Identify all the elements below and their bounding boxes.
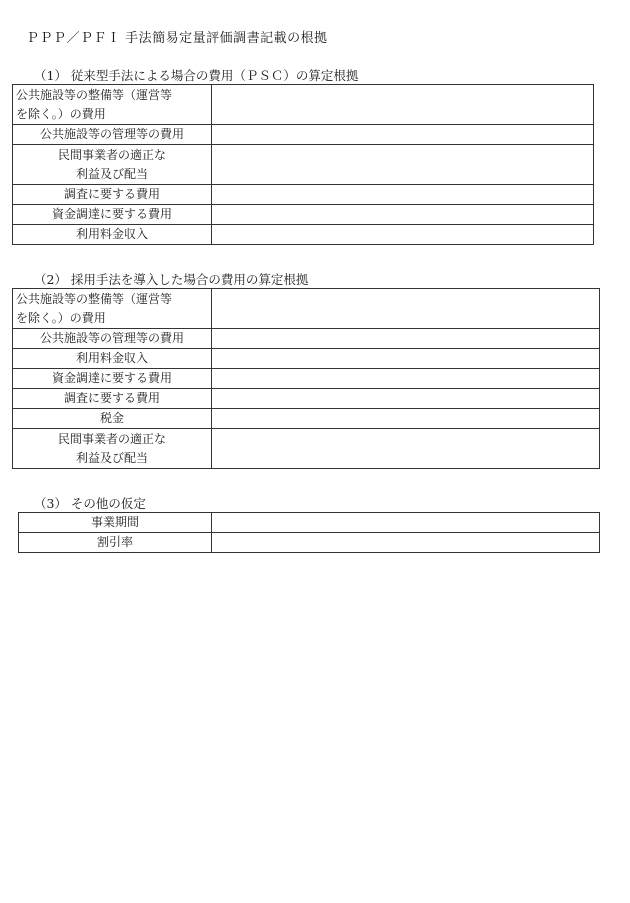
row-label: 公共施設等の整備等（運営等 を除く。）の費用 [13,289,212,329]
row-label: 民間事業者の適正な 利益及び配当 [13,145,212,185]
row-label: 調査に要する費用 [13,389,212,409]
row-label: 利用料金収入 [13,225,212,245]
table-row [13,289,600,329]
other-assumptions-table [18,512,600,553]
table-row [13,205,594,225]
row-value-cell[interactable] [212,349,600,369]
row-value-cell[interactable] [212,125,594,145]
row-label: 利用料金収入 [13,349,212,369]
table-row [13,429,600,469]
row-label: 税金 [13,409,212,429]
row-value-cell[interactable] [212,289,600,329]
table-row [13,349,600,369]
document-title: ＰＰＰ／ＰＦＩ 手法簡易定量評価調書記載の根拠 [26,31,328,46]
row-label: 公共施設等の管理等の費用 [13,125,212,145]
row-label: 公共施設等の管理等の費用 [13,329,212,349]
row-label: 割引率 [19,533,212,553]
row-value-cell[interactable] [212,429,600,469]
row-label: 資金調達に要する費用 [13,369,212,389]
row-value-cell[interactable] [212,85,594,125]
row-label: 事業期間 [19,513,212,533]
row-value-cell[interactable] [212,409,600,429]
row-label: 調査に要する費用 [13,185,212,205]
table-row [13,329,600,349]
row-label: 資金調達に要する費用 [13,205,212,225]
row-value-cell[interactable] [212,513,600,533]
table-row [19,533,600,553]
row-value-cell[interactable] [212,329,600,349]
table-row [13,369,600,389]
table-row [19,513,600,533]
row-value-cell[interactable] [212,185,594,205]
table-row [13,145,594,185]
section-2-heading: （2） 採用手法を導入した場合の費用の算定根拠 [34,272,309,287]
table-row [13,409,600,429]
row-value-cell[interactable] [212,389,600,409]
table-row [13,185,594,205]
row-label: 公共施設等の整備等（運営等 を除く。）の費用 [13,85,212,125]
row-value-cell[interactable] [212,205,594,225]
row-value-cell[interactable] [212,533,600,553]
section-1-heading: （1） 従来型手法による場合の費用（ＰＳＣ）の算定根拠 [34,68,359,83]
adopted-method-cost-table [12,288,600,469]
section-3-heading: （3） その他の仮定 [34,496,146,511]
row-value-cell[interactable] [212,369,600,389]
table-row [13,125,594,145]
row-value-cell[interactable] [212,225,594,245]
psc-cost-table [12,84,594,245]
table-row [13,85,594,125]
table-row [13,225,594,245]
row-value-cell[interactable] [212,145,594,185]
table-row [13,389,600,409]
row-label: 民間事業者の適正な 利益及び配当 [13,429,212,469]
